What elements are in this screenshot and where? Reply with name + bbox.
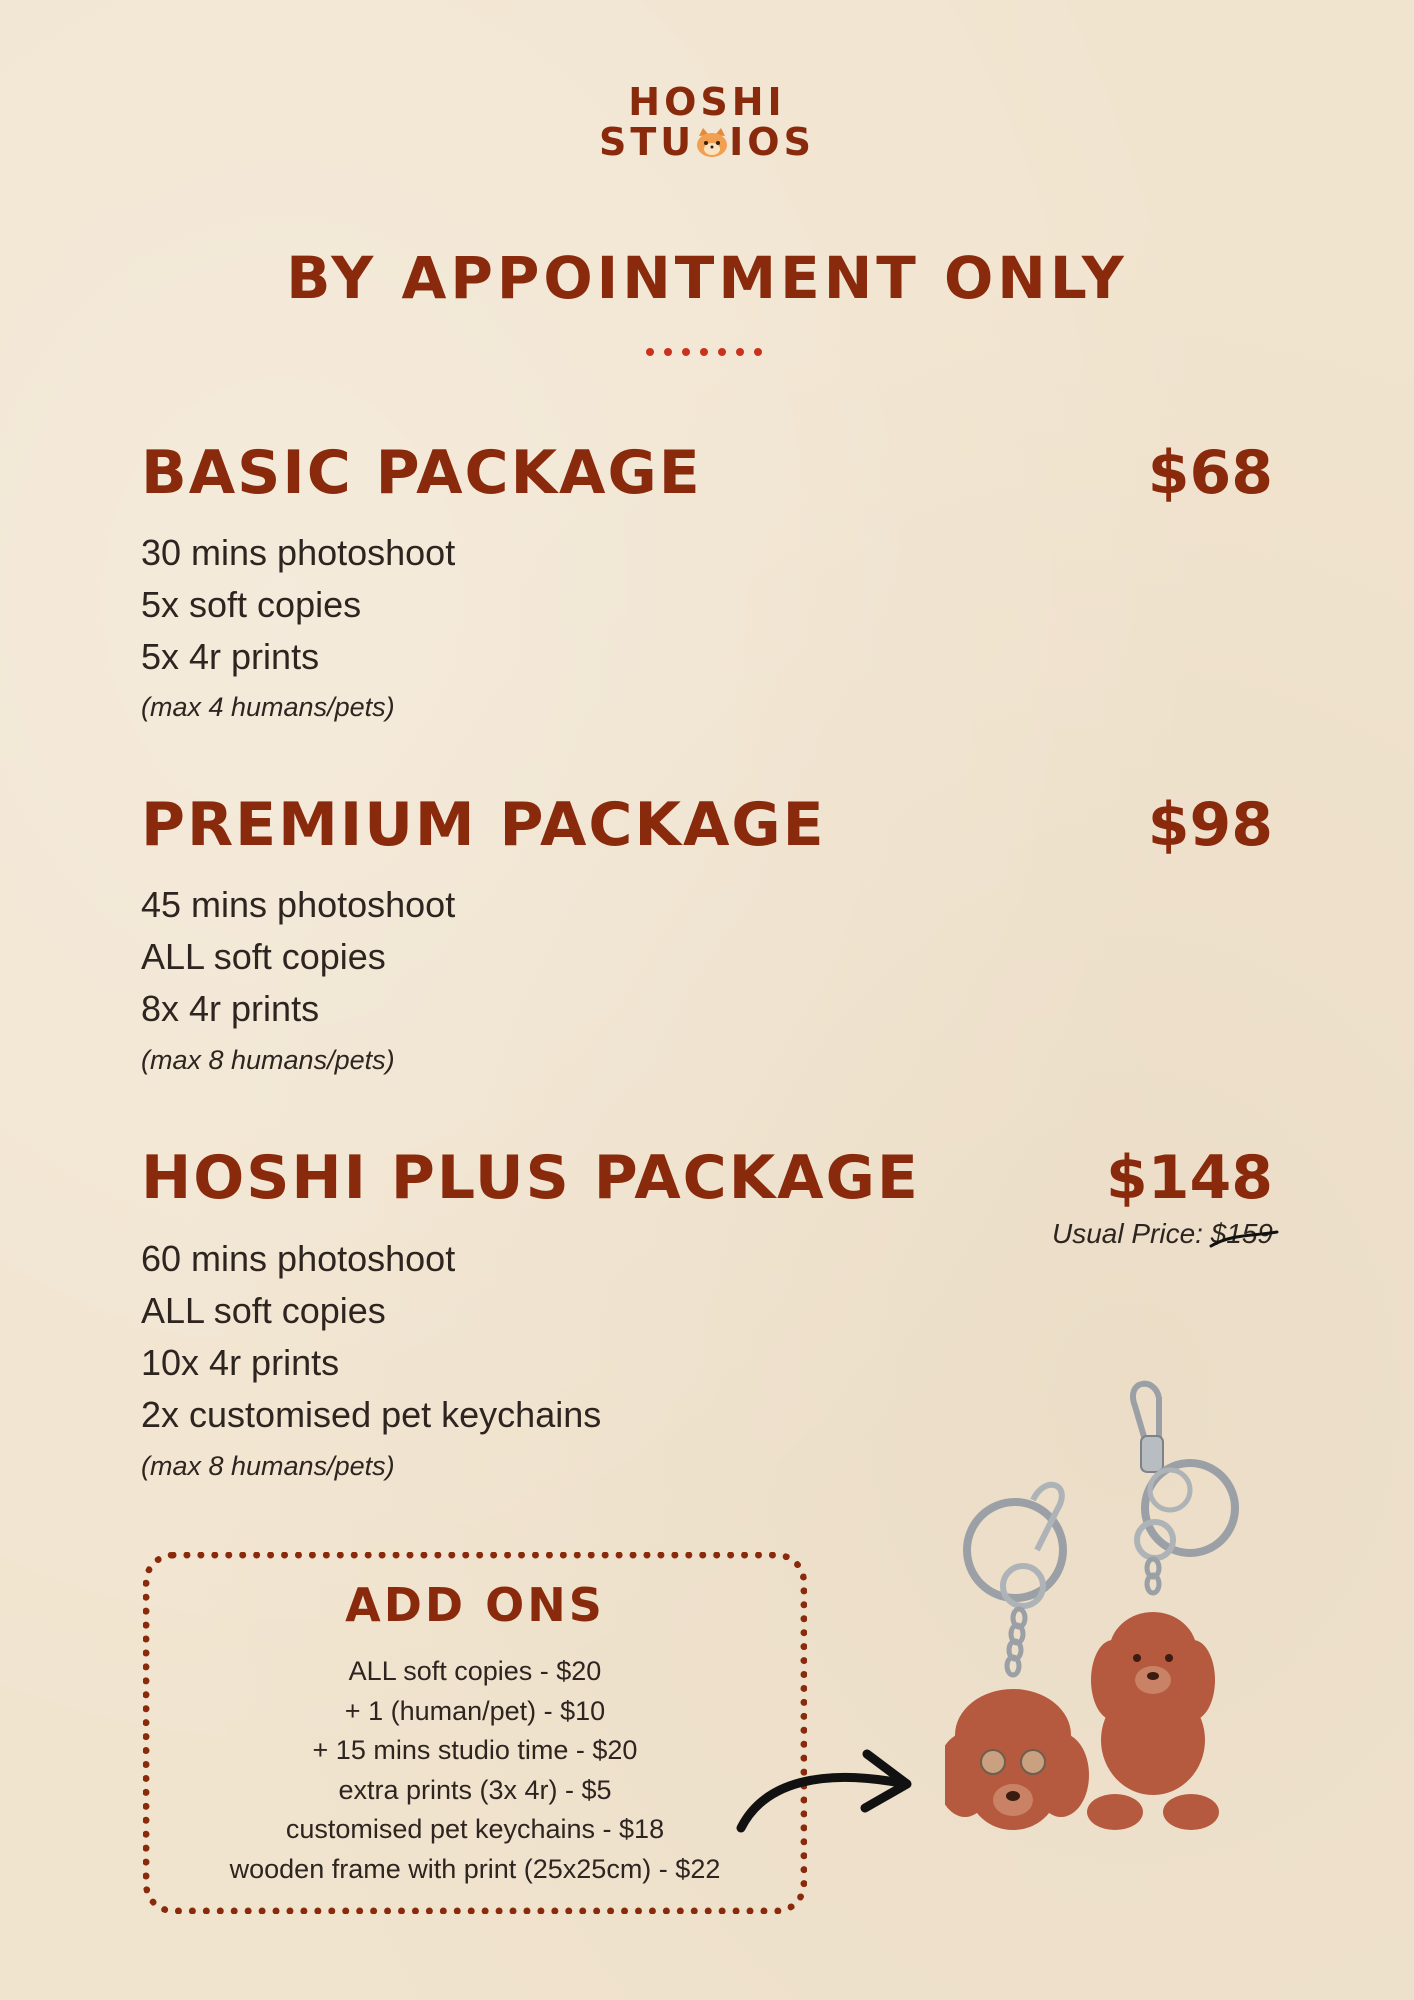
list-item: customised pet keychains - $18 [285, 1814, 665, 1844]
list-item: wooden frame with print (25x25cm) - $22 [229, 1853, 721, 1884]
logo-line-2-start: STU [599, 120, 696, 164]
usual-price-value: $159 [1210, 1218, 1273, 1249]
basic-package-title: BASIC PACKAGE [141, 438, 702, 508]
list-item: 8x 4r prints [141, 988, 320, 1029]
premium-package-title: PREMIUM PACKAGE [141, 790, 826, 860]
list-item: + 15 mins studio time - $20 [312, 1735, 638, 1765]
basic-package-note: (max 4 humans/pets) [141, 692, 395, 722]
strikethrough-mark [1209, 1224, 1279, 1254]
logo-line-2-end: IOS [729, 120, 815, 164]
cat-face-icon [695, 125, 729, 155]
list-item: 60 mins photoshoot [141, 1238, 456, 1279]
addons-list [143, 1652, 807, 1889]
list-item: extra prints (3x 4r) - $5 [338, 1774, 612, 1805]
pet-keychain-image [945, 1380, 1305, 1870]
list-item: ALL soft copies - $20 [348, 1656, 602, 1686]
dotted-divider [644, 346, 764, 358]
premium-package-price: $98 [1147, 790, 1273, 860]
hoshi-plus-package-price: $148 [1106, 1143, 1273, 1213]
logo-line-2 [0, 122, 1414, 162]
usual-price-label: Usual Price: [1051, 1218, 1211, 1249]
list-item: ALL soft copies [141, 936, 386, 977]
basic-package-price: $68 [1147, 438, 1273, 508]
curved-arrow-icon [735, 1740, 915, 1840]
basic-package-details [141, 527, 455, 683]
addons-title: ADD ONS [345, 1578, 605, 1632]
list-item: + 1 (human/pet) - $10 [344, 1695, 606, 1726]
hoshi-plus-package-details [141, 1233, 601, 1441]
studio-logo [0, 82, 1414, 162]
list-item: 2x customised pet keychains [141, 1394, 602, 1435]
page-title: BY APPOINTMENT ONLY [286, 244, 1128, 312]
hoshi-plus-package-note: (max 8 humans/pets) [141, 1451, 395, 1481]
premium-package-details [141, 879, 455, 1035]
logo-line-1: HOSHI [628, 80, 786, 124]
usual-price [1052, 1218, 1273, 1250]
list-item: 45 mins photoshoot [141, 884, 456, 925]
list-item: ALL soft copies [141, 1290, 386, 1331]
premium-package-note: (max 8 humans/pets) [141, 1045, 395, 1075]
list-item: 10x 4r prints [141, 1342, 340, 1383]
usual-price-value-wrap [1211, 1218, 1273, 1250]
hoshi-plus-package-title: HOSHI PLUS PACKAGE [141, 1143, 920, 1213]
list-item: 5x soft copies [141, 584, 362, 625]
list-item: 30 mins photoshoot [141, 532, 456, 573]
list-item: 5x 4r prints [141, 636, 320, 677]
